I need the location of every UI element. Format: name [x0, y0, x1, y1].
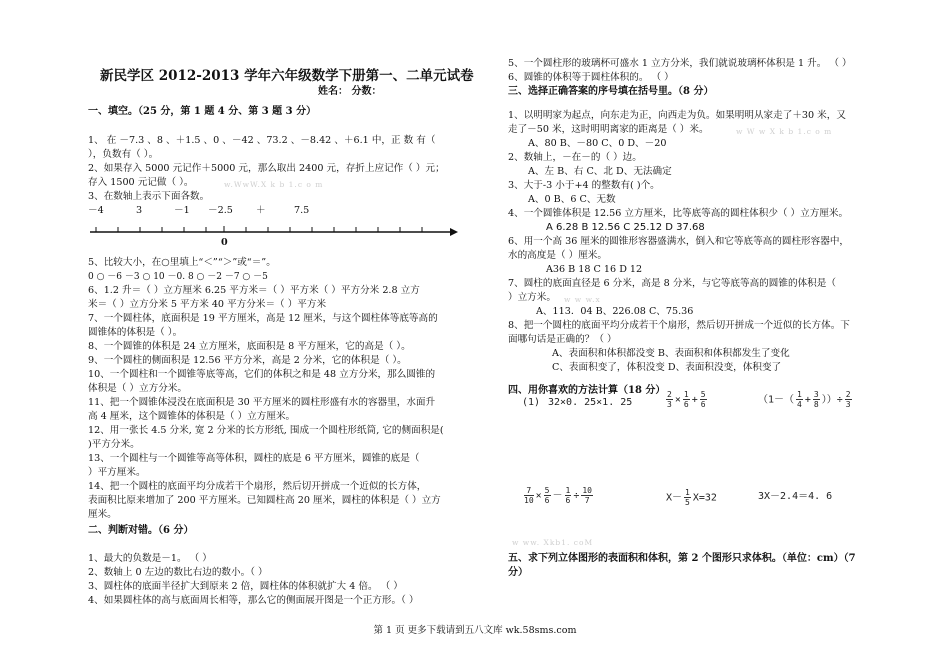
- judge-5: 5、一个圆柱形的玻璃杯可盛水 1 立方分米，我们就说玻璃杯体积是 1 升。 （ ）: [508, 58, 852, 69]
- calc-5-expression: X－ $\frac{1}{5}$ X=32: [666, 488, 717, 507]
- choice-5-options: A36 B 18 C 16 D 12: [546, 264, 643, 275]
- numline-label-2: 3: [136, 205, 143, 216]
- choice-1-options: A、80 B、－80 C、0 D、－20: [528, 138, 667, 149]
- fraction: $\frac{2}{3}$: [667, 390, 672, 409]
- watermark-3: w w w.x: [564, 295, 601, 304]
- choice-5-line1: 6、用一个高 36 厘米的圆锥形容器盛满水，倒入和它等底等高的圆柱形容器中，: [508, 236, 850, 247]
- choice-7-line2: 面哪句话是正确的？（ ）: [508, 334, 617, 345]
- fraction: $\frac{1}{5}$: [685, 488, 690, 507]
- fraction: $\frac{7}{10}$: [524, 486, 534, 505]
- calc-1-label: (1): [522, 397, 541, 408]
- q1-line2: ），负数有（ ）。: [88, 149, 159, 160]
- choice-7-option-1: A、表面积和体积都没变 B、表面积和体积都发生了变化: [552, 348, 790, 359]
- fraction: $\frac{5}{6}$: [700, 390, 706, 409]
- numline-label-4: －2.5: [208, 205, 233, 216]
- numline-label-3: －1: [174, 205, 190, 216]
- choice-3-line: 3、大于-3 小于+4 的整数有( )个。: [508, 180, 660, 191]
- q10-line1: 10、一个圆柱和一个圆锥等底等高，它们的体积之和是 48 立方分米，那么圆锥的: [88, 369, 436, 380]
- fraction: $\frac{2}{3}$: [845, 390, 851, 409]
- numline-label-5: ＋: [256, 205, 266, 216]
- watermark-2: w W w X k b 1.c o m: [736, 127, 833, 136]
- q7-line1: 7、一个圆柱体，底面积是 19 平方厘米，高是 12 厘米，与这个圆柱体等底等高的: [88, 313, 438, 324]
- choice-1-line1: 1、以明明家为起点，向东走为正，向西走为负。如果明明从家走了＋30 米，又: [508, 110, 846, 121]
- q5-line2: 0 ○ －6 －3 ○ 10 －0. 8 ○ －2 －7 ○ －5: [88, 272, 268, 282]
- section-5-heading: 五、求下列立体图形的表面积和体积，第 2 个图形只求体积。（单位：cm）（7: [508, 553, 856, 564]
- fraction: $\frac{5}{6}$: [544, 486, 550, 505]
- q11-line1: 11、把一个圆锥体浸没在底面积是 30 平方厘米的圆柱形盛有水的容器里，水面升: [88, 397, 436, 408]
- watermark-4: w ww. Xkb1. coM: [512, 538, 594, 547]
- choice-5-line2: 水的高度是（ ）厘米。: [508, 250, 607, 261]
- q10-line2: 体积是（ ）立方分米。: [88, 383, 187, 394]
- q12-line1: 12、用一张长 4.5 分米, 宽 2 分米的长方形纸, 围成一个圆柱形纸筒, 它的侧面积是(: [88, 425, 444, 436]
- judge-2: 2、数轴上 0 左边的数比右边的数小。（ ）: [88, 567, 268, 578]
- choice-7-line1: 8、把一个圆柱的底面平均分成若干个扇形，然后切开拼成一个近似的长方体。下: [508, 320, 850, 331]
- section-3-heading: 三、选择正确答案的序号填在括号里。（8 分）: [508, 86, 714, 97]
- q14-line1: 14、把一个圆柱的底面平均分成若干个扇形，然后切开拼成一个近似的长方体，: [88, 481, 427, 492]
- numline-zero: 0: [221, 237, 228, 248]
- choice-7-option-2: C、表面积变了，体积没变 D、表面积没变，体积变了: [552, 362, 782, 373]
- numline-label-6: 7.5: [294, 205, 310, 216]
- judge-3: 3、圆柱体的底面半径扩大到原来 2 倍，圆柱体的体积就扩大 4 倍。 （ ）: [88, 581, 403, 592]
- watermark-1: w.WwW.X k b 1.c o m: [224, 180, 324, 189]
- fraction: $\frac{1}{6}$: [683, 390, 689, 409]
- q9-line: 9、一个圆柱的侧面积是 12.56 平方分米，高是 2 分米，它的体积是（ ）。: [88, 355, 407, 366]
- calc-6-expression: 3X－2.4＝4. 6: [758, 491, 833, 502]
- judge-6: 6、圆锥的体积等于圆柱体积的。 （ ）: [508, 72, 674, 83]
- number-line: [88, 222, 460, 246]
- section-4-heading: 四、用你喜欢的方法计算（18 分）: [508, 385, 666, 396]
- choice-6-line2: ）立方米。: [508, 292, 556, 303]
- calc-1-expression: 32×0. 25×1. 25: [548, 397, 633, 408]
- section-5-heading-cont: 分）: [508, 567, 528, 578]
- choice-3-options: A、0 B、6 C、无数: [528, 194, 616, 205]
- choice-4-options: A 6.28 B 12.56 C 25.12 D 37.68: [546, 222, 705, 233]
- numline-label-1: －4: [88, 205, 104, 216]
- fraction: $\frac{3}{8}$: [813, 390, 819, 409]
- choice-6-options: A、113．04 B、226.08 C、75.36: [536, 306, 694, 317]
- q13-line2: ）平方厘米。: [88, 467, 146, 478]
- choice-2-options: A、左 B、右 C、北 D、无法确定: [528, 166, 672, 177]
- q6-line2: 米＝（ ）立方分米 5 平方米 40 平方分米＝（ ）平方米: [88, 299, 327, 310]
- choice-2-line: 2、数轴上，－在－的（ ）边。: [508, 152, 642, 163]
- judge-1: 1、最大的负数是－1。 （ ）: [88, 553, 212, 564]
- q2-line2: 存入 1500 元记做（ ）。: [88, 177, 194, 188]
- choice-4-line: 4、一个圆锥体积是 12.56 立方厘米，比等底等高的圆柱体积少（ ）立方厘米。: [508, 208, 849, 219]
- q14-line3: 厘米。: [88, 509, 117, 520]
- q11-line2: 高 4 厘米，这个圆锥体的体积是（ ）立方厘米。: [88, 411, 296, 422]
- q5-line1: 5、比较大小，在○里填上“＜”“＞”或“＝”。: [88, 257, 276, 268]
- q3-line: 3、在数轴上表示下面各数。: [88, 191, 210, 202]
- q6-line1: 6、1.2 升＝（ ）立方厘米 6.25 平方米＝（ ）平方米（ ）平方分米 2.8 立方: [88, 285, 420, 296]
- fraction: $\frac{1}{6}$: [565, 486, 571, 505]
- q1-line1: 1、 在 －7.3 、8 、＋1.5 、0 、－42 、73.2 、－8.42 、＋6.1 中，正 数 有（: [88, 135, 436, 146]
- calc-4-expression: $\frac{7}{10}$ × $\frac{5}{6}$ － $\frac{1}{6}$ ÷ $\frac{10}{7}$: [524, 486, 592, 505]
- q13-line1: 13、一个圆柱与一个圆锥等高等体积，圆柱的底是 6 平方厘米，圆锥的底是（: [88, 453, 420, 464]
- section-1-heading: 一、填空。（25 分，第 1 题 4 分、第 3 题 3 分）: [88, 106, 317, 117]
- q2-line1: 2、如果存入 5000 元记作＋5000 元，那么取出 2400 元，存折上应记作（ ）元；: [88, 163, 445, 174]
- q14-line2: 表面积比原来增加了 200 平方厘米。已知圆柱高 20 厘米，圆柱的体积是（ ）立方: [88, 495, 441, 506]
- judge-4: 4、如果圆柱体的高与底面周长相等，那么它的侧面展开图是一个正方形。（ ）: [88, 595, 419, 606]
- choice-1-line2: 走了－50 米，这时明明离家的距离是（ ）米。: [508, 124, 709, 135]
- calc-2-expression: $\frac{2}{3}$ × $\frac{1}{6}$ + $\frac{5}{6}$: [667, 390, 706, 409]
- page-title: 新民学区 2012-2013 学年六年级数学下册第一、二单元试卷: [100, 68, 474, 84]
- choice-6-line1: 7、圆柱的底面直径是 6 分米，高是 8 分米，与它等底等高的圆锥的体积是（: [508, 278, 836, 289]
- fraction: $\frac{10}{7}$: [582, 486, 592, 505]
- q12-line2: )平方分米。: [88, 439, 140, 450]
- name-score-line: 姓名： 分数：: [318, 86, 382, 97]
- q7-line2: 圆锥体的体积是（ ）。: [88, 327, 183, 338]
- q8-line: 8、一个圆锥的体积是 24 立方厘米，底面积是 8 平方厘米，它的高是（ ）。: [88, 341, 411, 352]
- fraction: $\frac{1}{4}$: [797, 390, 802, 409]
- calc-3-expression: （1－（ $\frac{1}{4}$ + $\frac{3}{8}$ ））÷ $\frac{2}{3}$: [758, 390, 851, 409]
- section-2-heading: 二、判断对错。（6 分）: [88, 525, 194, 536]
- page-footer: 第 1 页 更多下载请到五八文库 wk.58sms.com: [373, 625, 577, 636]
